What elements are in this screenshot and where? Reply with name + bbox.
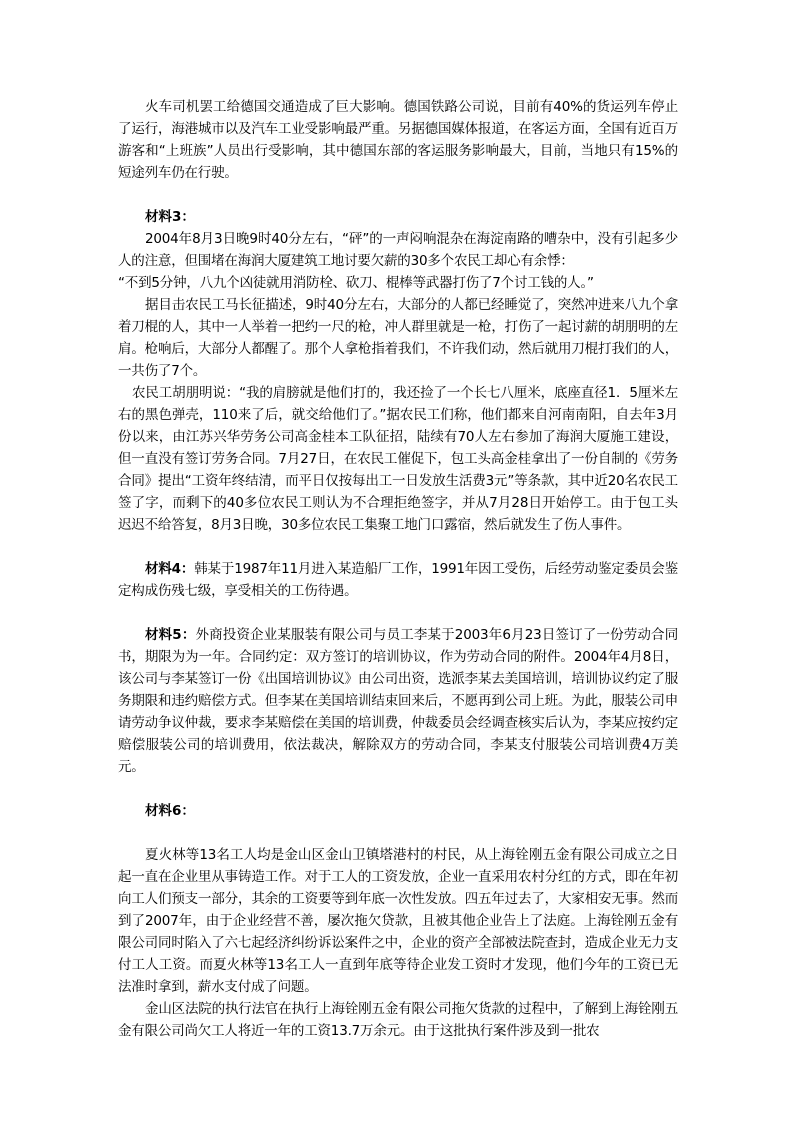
material-6-paragraph-1: 夏火林等13名工人均是金山区金山卫镇塔港村的村民，从上海铨刚五金有限公司成立之日起一直在企业里从事铸造工作。对于工人的工资发放，企业一直采用农村分红的方式，即在年初向工人们预支一部分，其余的工资要等到年底一次性发放。四五年过去了，大家相安无事。然而到了2007年，由于企业经营不善，屡次拖欠贷款，且被其他企业告上了法庭。上海铨刚五金有限公司同时陷入了六七起经济纠纷诉讼案件之中，企业的资产全部被法院查封，造成企业无力支付工人工资。而夏火林等13名工人一直到年底等待企业发工资时才发现，他们今年的工资已无法准时拿到，薪水支付成了问题。 <box>118 847 678 995</box>
material-6-heading: 材料6： <box>145 803 195 819</box>
document-page <box>118 96 678 1042</box>
material-4-heading: 材料4： <box>145 561 195 577</box>
material-5-text: 外商投资企业某服装有限公司与员工李某于2003年6月23日签订了一份劳动合同书，期限为为一年。合同约定：双方签订的培训协议，作为劳动合同的附件。2004年4月8日，该公司与李某签订一份《出国培训协议》由公司出资，选派李某去美国培训，培训协议约定了服务期限和违约赔偿方式。但李某在美国培训结束回来后，不愿再到公司上班。为此，服装公司申请劳动争议仲裁，要求李某赔偿在美国的培训费，仲裁委员会经调查核实后认为，李某应按约定赔偿服装公司的培训费用，依法裁决，解除双方的劳动合同，李某支付服装公司培训费4万美元。 <box>118 627 679 775</box>
material-3-heading: 材料3： <box>145 209 195 225</box>
intro-paragraph: 火车司机罢工给德国交通造成了巨大影响。德国铁路公司说，目前有40%的货运列车停止了运行，海港城市以及汽车工业受影响最严重。另据德国媒体报道，在客运方面，全国有近百万游客和“上班族”人员出行受影响，其中德国东部的客运服务影响最大，目前，当地只有15%的短途列车仍在行驶。 <box>118 99 678 181</box>
material-4-paragraph <box>118 558 678 602</box>
material-3-quote: “不到5分钟，八九个凶徒就用消防栓、砍刀、棍棒等武器打伤了7个讨工钱的人。” <box>118 275 594 291</box>
material-3-paragraph-3: 农民工胡朋明说：“我的肩膀就是他们打的，我还捡了一个长七八厘米，底座直径1．5厘米左右的黑色弹壳，110来了后，就交给他们了。”据农民工们称，他们都来自河南南阳，自去年3月份以来，由江苏兴华劳务公司高金桂本工队征招，陆续有70人左右参加了海润大厦施工建设，但一直没有签订劳务合同。7月27日，在农民工催促下，包工头高金桂拿出了一份自制的《劳务合同》提出“工资年终结清，而平日仅按每出工一日发放生活费3元”等条款，其中近20名农民工签了字，而剩下的40多位农民工则认为不合理拒绝签字，并从7月28日开始停工。由于包工头迟迟不给答复，8月3日晚，30多位农民工集聚工地门口露宿，然后就发生了伤人事件。 <box>118 385 678 533</box>
material-5-heading: 材料5： <box>145 627 196 643</box>
material-3-paragraph-1: 2004年8月3日晚9时40分左右，“砰”的一声闷响混杂在海淀南路的嘈杂中，没有引起多少人的注意，但围堵在海润大厦建筑工地讨要欠薪的30多个农民工却心有余悸： <box>118 231 678 269</box>
material-3-paragraph-2: 据目击农民工马长征描述，9时40分左右，大部分的人都已经睡觉了，突然冲进来八九个拿着刀棍的人，其中一人举着一把约一尺的枪，冲人群里就是一枪，打伤了一起讨薪的胡朋明的左肩。枪响后，大部分人都醒了。那个人拿枪指着我们，不许我们动，然后就用刀棍打我们的人，一共伤了7个。 <box>118 297 678 379</box>
material-5-paragraph <box>118 624 678 778</box>
material-6-paragraph-2: 金山区法院的执行法官在执行上海铨刚五金有限公司拖欠货款的过程中，了解到上海铨刚五金有限公司尚欠工人将近一年的工资13.7万余元。由于这批执行案件涉及到一批农 <box>118 1001 678 1039</box>
material-4-text: 韩某于1987年11月进入某造船厂工作，1991年因工受伤，后经劳动鉴定委员会鉴定构成伤残七级，享受相关的工伤待遇。 <box>118 561 679 599</box>
